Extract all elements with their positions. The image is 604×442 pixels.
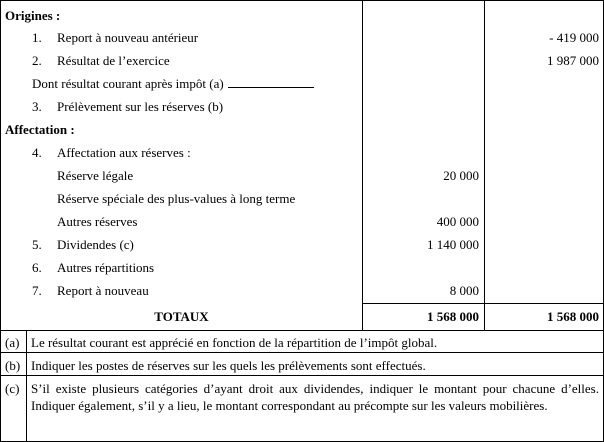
- row-value: 1 140 000: [427, 237, 479, 252]
- note-marker: (c): [5, 381, 20, 396]
- row-label: Résultat de l’exercice: [57, 53, 170, 68]
- affectation-heading: Affectation :: [5, 122, 75, 137]
- sub-row-label: Réserve spéciale des plus-values à long terme: [57, 191, 296, 206]
- note-marker: (b): [5, 358, 21, 373]
- row-label: Report à nouveau antérieur: [57, 30, 199, 45]
- column-divider-2: [484, 1, 485, 330]
- row-number: 4.: [32, 145, 42, 160]
- notes-marker-divider: [26, 330, 27, 441]
- dont-resultat-label: Dont résultat courant après impôt (a): [32, 76, 224, 91]
- row-label: Report à nouveau: [57, 283, 149, 298]
- row-value: - 419 000: [549, 30, 599, 45]
- row-number: 1.: [32, 30, 42, 45]
- row-value: 8 000: [449, 283, 479, 298]
- row-number: 3.: [32, 99, 42, 114]
- row-number: 7.: [32, 283, 42, 298]
- note-marker: (a): [5, 335, 20, 350]
- row-label: Autres répartitions: [57, 260, 155, 275]
- note-text: S’il existe plusieurs catégories d’ayant droit aux dividendes, indiquer le montant pour chacune d’elles. Indiquer également, s’il y a lieu, le montant correspondant au précompte sur les valeurs mobilières.: [31, 381, 599, 413]
- sub-row-value: 400 000: [436, 214, 479, 229]
- note-text: Indiquer les postes de réserves sur les quels les prélèvements sont effectués.: [31, 358, 426, 373]
- sub-row-value: 20 000: [443, 168, 479, 183]
- note-divider-b: [1, 375, 603, 376]
- fill-in-line: [228, 76, 314, 88]
- totals-label: TOTAUX: [154, 309, 209, 324]
- row-number: 6.: [32, 260, 42, 275]
- column-divider-1: [362, 1, 363, 330]
- row-label: Prélèvement sur les réserves (b): [57, 99, 224, 114]
- note-text: Le résultat courant est apprécié en fonction de la répartition de l’impôt global.: [31, 335, 438, 350]
- origines-heading: Origines :: [5, 8, 61, 23]
- row-number: 2.: [32, 53, 42, 68]
- dont-resultat-line: [32, 76, 314, 91]
- row-value: 1 987 000: [547, 53, 599, 68]
- sub-row-label: Autres réserves: [57, 214, 138, 229]
- row-number: 5.: [32, 237, 42, 252]
- notes-top-rule: [1, 330, 603, 331]
- sub-row-label: Réserve légale: [57, 168, 134, 183]
- row-label: Affectation aux réserves :: [57, 145, 191, 160]
- row-label: Dividendes (c): [57, 237, 134, 252]
- note-divider-a: [1, 352, 603, 353]
- totals-col2: 1 568 000: [427, 309, 479, 324]
- totals-col3: 1 568 000: [547, 309, 599, 324]
- totals-top-rule: [362, 303, 603, 304]
